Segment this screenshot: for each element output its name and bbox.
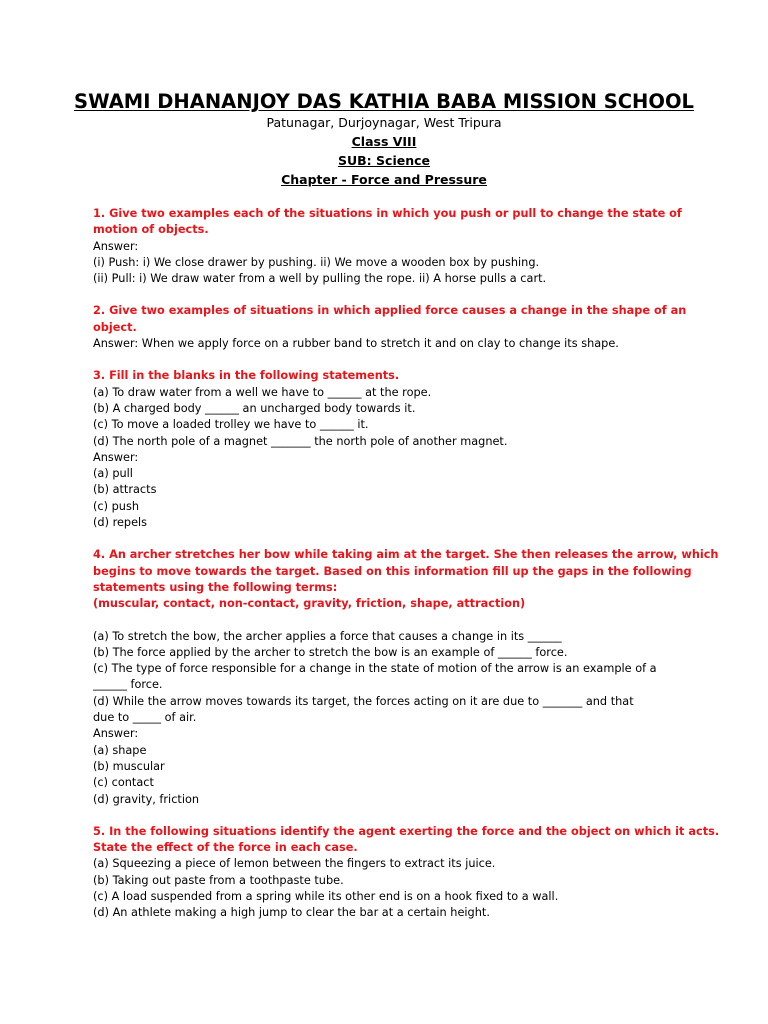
answer-line: (c) push [93, 499, 139, 513]
answer-label: Answer: [93, 450, 139, 464]
question-text: statements using the following terms: [93, 580, 338, 594]
answer-line: (i) Push: i) We close drawer by pushing. ii) We move a wooden box by pushing. [93, 255, 540, 269]
question-text: object. [93, 320, 137, 334]
answer-line: Answer: When we apply force on a rubber band to stretch it and on clay to change its shape. [93, 337, 619, 351]
subject-label: SUB: Science [338, 153, 430, 168]
statement-line: (b) A charged body ______ an uncharged body towards it. [93, 401, 416, 415]
question-text: 5. In the following situations identify the agent exerting the force and the object on which it acts. [93, 824, 720, 838]
statement-line: (a) To draw water from a well we have to ______ at the rope. [93, 385, 432, 399]
statement-line: (b) The force applied by the archer to stretch the bow is an example of ______ force. [93, 645, 568, 659]
school-location: Patunagar, Durjoynagar, West Tripura [266, 115, 502, 130]
statement-line: (d) An athlete making a high jump to clear the bar at a certain height. [93, 906, 490, 920]
answer-line: (a) shape [93, 743, 147, 757]
answer-line: (c) contact [93, 776, 154, 790]
statement-line: (c) A load suspended from a spring while its other end is on a hook fixed to a wall. [93, 889, 559, 903]
statement-line: due to _____ of air. [93, 711, 197, 725]
question-text: State the effect of the force in each case. [93, 841, 358, 855]
answer-line: (b) attracts [93, 483, 157, 497]
question-text: 4. An archer stretches her bow while taking aim at the target. She then releases the arrow, which [93, 548, 719, 562]
statement-line: (a) Squeezing a piece of lemon between the fingers to extract its juice. [93, 857, 496, 871]
class-label: Class VIII [351, 134, 417, 149]
question-5 [93, 824, 720, 922]
question-text: (muscular, contact, non-contact, gravity, friction, shape, attraction) [93, 597, 526, 611]
answer-label: Answer: [93, 239, 139, 253]
statement-line: (b) Taking out paste from a toothpaste tube. [93, 873, 344, 887]
answer-line: (d) gravity, friction [93, 792, 200, 806]
questions-body [93, 206, 720, 922]
question-text: 1. Give two examples each of the situations in which you push or pull to change the state of [93, 207, 682, 220]
answer-line: (a) pull [93, 467, 133, 481]
question-text: motion of objects. [93, 223, 209, 237]
question-1 [93, 206, 683, 287]
chapter-title: Chapter - Force and Pressure [281, 172, 487, 187]
answer-line: (d) repels [93, 516, 148, 530]
answer-line: (b) muscular [93, 759, 165, 773]
question-2 [93, 303, 687, 352]
statement-line: ______ force. [93, 678, 163, 692]
statement-line: (d) The north pole of a magnet _______ the north pole of another magnet. [93, 434, 508, 448]
statement-line: (c) The type of force responsible for a change in the state of motion of the arrow is an example of a [93, 662, 657, 676]
question-4 [93, 547, 719, 807]
school-name: SWAMI DHANANJOY DAS KATHIA BABA MISSION SCHOOL [74, 90, 694, 113]
question-3 [93, 368, 683, 531]
statement-line: (c) To move a loaded trolley we have to ______ it. [93, 418, 369, 432]
statement-line: (a) To stretch the bow, the archer applies a force that causes a change in its ______ [93, 629, 562, 643]
question-text: 3. Fill in the blanks in the following statements. [93, 369, 400, 383]
question-text: 2. Give two examples of situations in which applied force causes a change in the shape of an [93, 304, 687, 318]
question-text: begins to move towards the target. Based on this information fill up the gaps in the following [93, 564, 692, 578]
answer-line: (ii) Pull: i) We draw water from a well by pulling the rope. ii) A horse pulls a cart. [93, 272, 547, 286]
answer-label: Answer: [93, 727, 139, 741]
statement-line: (d) While the arrow moves towards its target, the forces acting on it are due to _______ and that [93, 694, 634, 708]
